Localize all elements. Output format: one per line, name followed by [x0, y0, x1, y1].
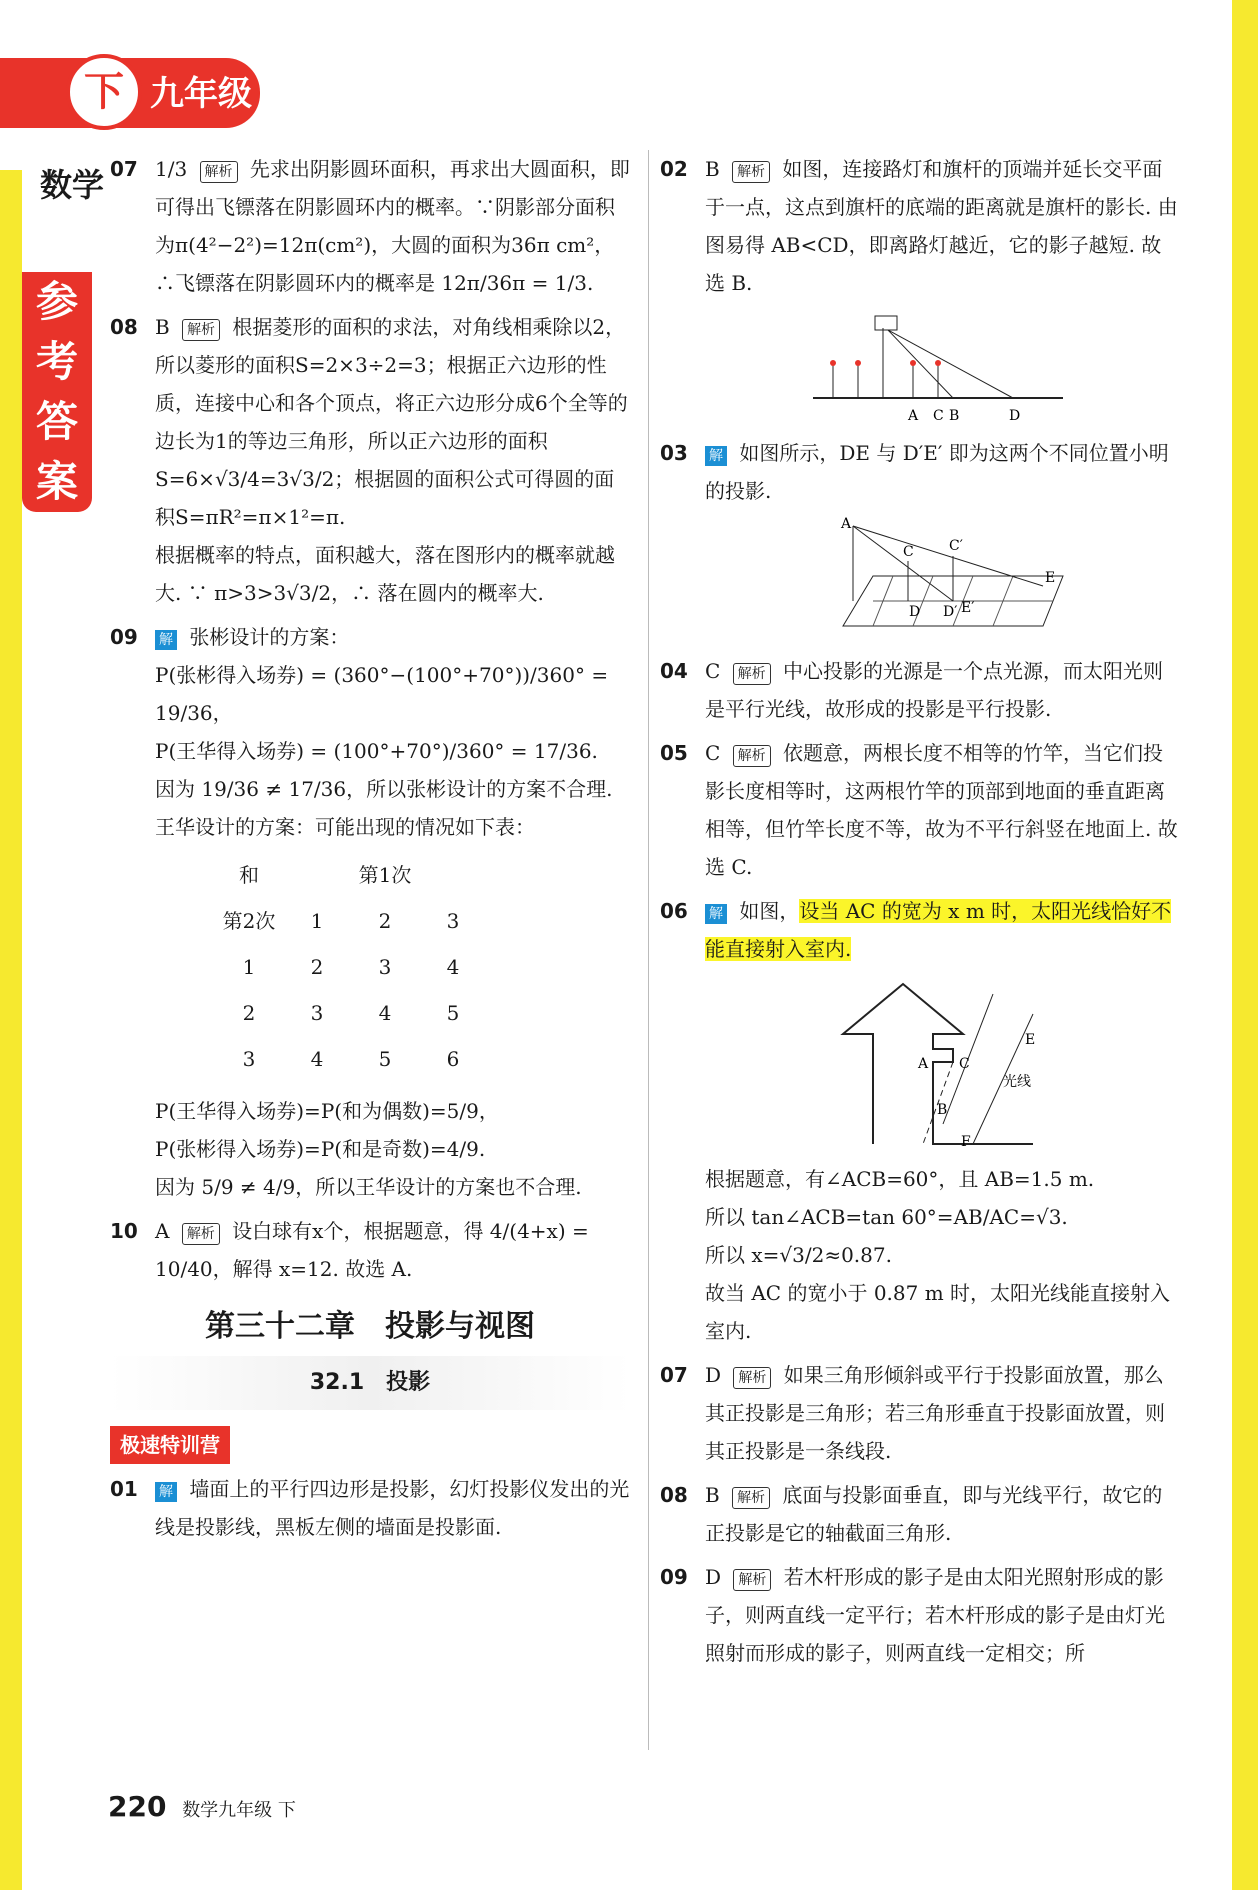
svg-text:C: C [958, 1056, 970, 1072]
analysis-tag: 解析 [733, 745, 771, 767]
svg-text:E′: E′ [960, 600, 974, 616]
chapter-title: 第三十二章 投影与视图 [205, 1309, 535, 1344]
answer-08: 08 B 解析 根据菱形的面积的求法，对角线相乘除以2，所以菱形的面积S=2×3÷2=3；根据正六边形的性质，连接中心和各个顶点，将正六边形分成6个全等的边长为1的等边三角形，所以正六边形的面积S=6×√3/4=3√3/2；根据圆的面积公式可得圆的面积S=πR²=π×1²=π. 根据概率的特点，面积越大，落在图形内的概率就越大. ∵ π>3>3√3/2，∴ 落在圆内的概率大. [110, 315, 628, 605]
answer-04: 04 C 解析 中心投影的光源是一个点光源，而太阳光则是平行光线，故形成的投影是平行投影. [660, 659, 1164, 721]
svg-text:F: F [960, 1134, 971, 1150]
svg-text:D′: D′ [942, 604, 957, 620]
highlighted-text: 设当 AC 的宽为 x m 时，太阳光线恰好不能直接射入室内. [705, 899, 1172, 961]
analysis-tag: 解析 [732, 161, 770, 183]
answer-07-right: 07 D 解析 如果三角形倾斜或平行于投影面放置，那么其正投影是三角形；若三角形垂直于投影面放置，则其正投影是一条线段. [660, 1363, 1165, 1463]
grade-label: 九年级 [150, 74, 252, 114]
column-divider [648, 150, 649, 1750]
projection-grid-figure [813, 516, 1073, 646]
streetlight-figure [813, 308, 1073, 428]
training-camp-badge: 极速特训营 [110, 1426, 230, 1464]
answer-key-tab: 参 考 答 案 [22, 272, 92, 512]
right-edge-strip [1232, 0, 1258, 1890]
answer-06: 06 解 如图，设当 AC 的宽为 x m 时，太阳光线恰好不能直接射入室内. A C E B F 光线 根据题意，有∠ACB=60°，且 AB=1.5 m. 所以 tan∠ACB=tan 60°=AB/AC=√3. 所以 x=√3/2≈0.87. 故当 AC 的宽小于 0.87 m 时，太阳光线能直接射入室内. [660, 899, 1172, 1343]
grade-mark: 下 [66, 54, 142, 130]
solution-tag: 解 [155, 630, 177, 650]
svg-text:C: C [932, 408, 944, 424]
table-row: 3 4 5 6 [242, 1047, 460, 1071]
svg-text:B: B [936, 1102, 947, 1118]
outcome-table: 和 第1次 第2次 1 2 3 1 2 3 4 2 3 4 5 3 4 5 6 [215, 852, 487, 1082]
footer-grade-mark: 下 [277, 1800, 296, 1821]
section-title: 32.1 投影 [110, 1356, 630, 1410]
table-row: 1 2 3 4 [242, 955, 460, 979]
answer-02: 02 B 解析 如图，连接路灯和旗杆的顶端并延长交平面于一点，这点到旗杆的底端的距离就是旗杆的影长. 由图易得 AB<CD，即离路灯越近，它的影子越短. 故选 B. A C B D [660, 150, 1180, 428]
table-row: 2 3 4 5 [242, 1001, 460, 1025]
book-title: 数学九年级 [182, 1800, 273, 1821]
answer-03: 03 解 如图所示，DE 与 D′E′ 即为这两个不同位置小明的投影. A C C′ E E′ D D′ [660, 434, 1180, 646]
svg-text:A: A [840, 516, 851, 532]
left-edge-strip [0, 170, 22, 1890]
svg-text:E: E [1044, 570, 1055, 586]
analysis-tag: 解析 [733, 1569, 771, 1591]
answer-08-right: 08 B 解析 底面与投影面垂直，即与光线平行，故它的正投影是它的轴截面三角形. [660, 1483, 1163, 1545]
svg-text:D: D [908, 604, 920, 620]
analysis-tag: 解析 [182, 319, 220, 341]
solution-tag: 解 [155, 1482, 177, 1502]
analysis-tag: 解析 [733, 1367, 771, 1389]
left-column [110, 150, 630, 1552]
svg-text:D: D [1008, 408, 1020, 424]
right-column [660, 150, 1180, 1678]
svg-text:B: B [948, 408, 959, 424]
answer-07: 07 1/3 解析 先求出阴影圆环面积，再求出大圆面积，即可得出飞镖落在阴影圆环内的概率。∵阴影部分面积为π(4²−2²)=12π(cm²)，大圆的面积为36π cm²，∴飞镖落在阴影圆环内的概率是 12π/36π = 1/3. [110, 157, 630, 295]
solution-tag: 解 [705, 446, 727, 466]
answer-05: 05 C 解析 依题意，两根长度不相等的竹竿，当它们投影长度相等时，这两根竹竿的顶部到地面的垂直距离相等，但竹竿长度不等，故为不平行斜竖在地面上. 故选 C. [660, 741, 1178, 879]
svg-text:C: C [902, 544, 914, 560]
svg-text:A: A [917, 1056, 928, 1072]
analysis-tag: 解析 [732, 1487, 770, 1509]
analysis-tag: 解析 [200, 161, 238, 183]
answer-09: 09 解 张彬设计的方案： P(张彬得入场券) = (360°−(100°+70°))/360° = 19/36， P(王华得入场券) = (100°+70°)/360° = 17/36. 因为 19/36 ≠ 17/36，所以张彬设计的方案不合理. 王华设计的方案：可能出现的情况如下表： 和 第1次 第2次 1 2 3 1 2 3 4 2 3 4 5 3 4 5 6 P(王华得入场券)=P(和为偶数)=5/9， P(张彬得入场券)=P(和是奇数)=4/9. 因为 5/9 ≠ 4/9，所以王华设计的方案也不合理. [110, 625, 613, 1199]
answer-09-right: 09 D 解析 若木杆形成的影子是由太阳光照射形成的影子，则两直线一定平行；若木杆形成的影子是由灯光照射而形成的影子，则两直线一定相交；所 [660, 1565, 1165, 1665]
house-sunlight-figure [833, 974, 1053, 1154]
solution-tag: 解 [705, 904, 727, 924]
page-footer [108, 1790, 296, 1823]
page-number: 220 [108, 1790, 167, 1823]
answer-10: 10 A 解析 设白球有x个，根据题意，得 4/(4+x) = 10/40，解得 x=12. 故选 A. [110, 1219, 589, 1281]
svg-text:A: A [907, 408, 918, 424]
subject-label: 数学 [40, 166, 105, 204]
svg-text:E: E [1024, 1032, 1035, 1048]
svg-text:光线: 光线 [1002, 1074, 1031, 1090]
analysis-tag: 解析 [733, 663, 771, 685]
svg-text:C′: C′ [948, 538, 963, 554]
analysis-tag: 解析 [182, 1223, 220, 1245]
answer-01: 01 解 墙面上的平行四边形是投影，幻灯投影仪发出的光线是投影线，黑板左侧的墙面是投影面. [110, 1477, 630, 1539]
